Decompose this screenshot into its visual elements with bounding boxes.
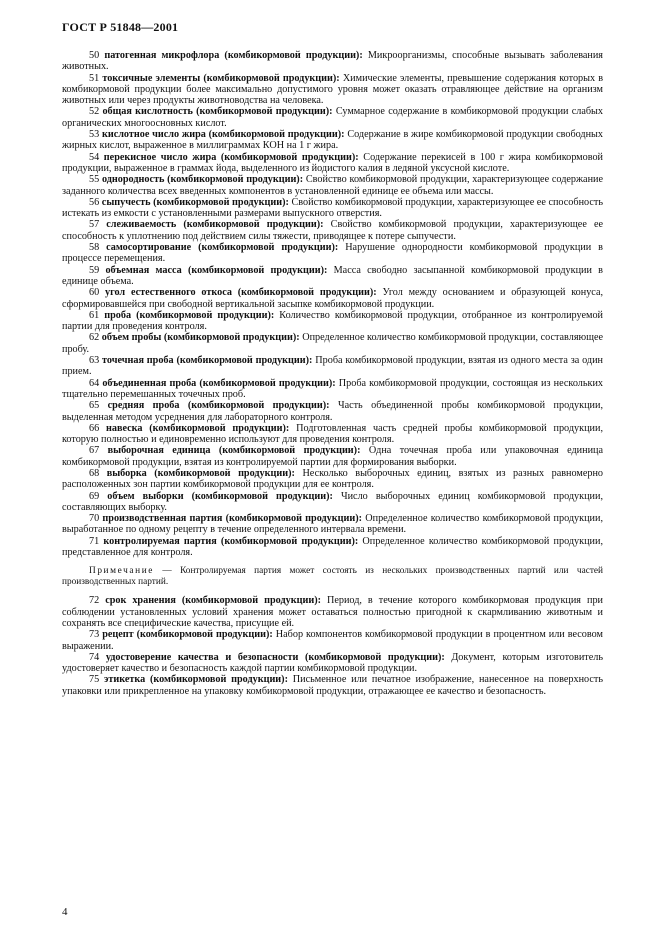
- definition-entry: [62, 468, 603, 491]
- entry-number: 75: [89, 674, 100, 686]
- entry-term: точечная проба (комбикормовой продукции):: [102, 355, 313, 367]
- definition-entry: [62, 629, 603, 652]
- entry-number: 67: [89, 445, 100, 457]
- definition-entry: [62, 265, 603, 288]
- entry-number: 52: [89, 106, 100, 118]
- entry-term: рецепт (комбикормовой продукции):: [102, 629, 273, 641]
- entry-term: объединенная проба (комбикормовой продукции):: [102, 377, 336, 389]
- entry-number: 53: [89, 129, 100, 141]
- entry-term: срок хранения (комбикормовой продукции):: [105, 595, 321, 607]
- entry-term: средняя проба (комбикормовой продукции):: [107, 400, 330, 412]
- definition-entry: [62, 73, 603, 107]
- entry-number: 57: [89, 219, 100, 231]
- entry-number: 60: [89, 287, 100, 299]
- definition-entry: [62, 152, 603, 175]
- definition-entry: [62, 536, 603, 559]
- definition-entry: [62, 445, 603, 468]
- definition-entry: [62, 378, 603, 401]
- entry-definition: Документ, которым изготовитель удостоверяет качество и безопасность каждой партии комбикормовой продукции.: [62, 651, 603, 675]
- definition-entry: [62, 129, 603, 152]
- definition-entry: [62, 242, 603, 265]
- entry-number: 61: [89, 309, 100, 321]
- definition-entry: [62, 423, 603, 446]
- entry-definition: Проба комбикормовой продукции, взятая из одного места за один прием.: [62, 355, 603, 378]
- entry-term: контролируемая партия (комбикормовой продукции):: [103, 535, 359, 547]
- entry-number: 63: [89, 355, 100, 367]
- entry-number: 59: [89, 264, 100, 276]
- entry-definition: Содержание в жире комбикормовой продукции свободных жирных кислот, выраженное в миллиграммах КОН на 1 г жира.: [62, 129, 603, 152]
- note: [62, 566, 603, 587]
- definition-entry: [62, 310, 603, 333]
- definition-entry: [62, 332, 603, 355]
- entry-definition: Свойство комбикормовой продукции, характеризующее ее способность истекать из емкости с установленными размерами выпускного отверстия.: [62, 196, 603, 220]
- entry-term: кислотное число жира (комбикормовой продукции):: [101, 129, 345, 141]
- entry-number: 65: [89, 400, 100, 412]
- entry-definition: Свойство комбикормовой продукции, характеризующее ее способность к уплотнению под действием силы тяжести, приводящее к потере сыпучести.: [62, 219, 603, 242]
- entry-term: выборочная единица (комбикормовой продукции):: [107, 445, 361, 457]
- definitions-list-continued: [62, 595, 603, 697]
- entry-definition: Период, в течение которого комбикормовая продукция при соблюдении установленных условий хранения может оставаться полностью пригодной к скармливанию животным и сохранять все специфические качества, присущие ей.: [62, 595, 603, 629]
- definition-entry: [62, 491, 603, 514]
- entry-definition: Микроорганизмы, способные вызывать заболевания животных.: [62, 50, 603, 73]
- entry-term: объем пробы (комбикормовой продукции):: [101, 332, 300, 344]
- entry-definition: Письменное или печатное изображение, нанесенное на поверхность упаковки или прикрепленное на упаковку комбикормовой продукции, отражающее ее качество и безопасность.: [62, 674, 603, 697]
- definition-entry: [62, 106, 603, 129]
- entry-number: 73: [89, 629, 100, 641]
- entry-definition: Подготовленная часть средней пробы комбикормовой продукции, которую полностью и единовременно используют для проведения контроля.: [62, 422, 603, 446]
- entry-term: угол естественного откоса (комбикормовой продукции):: [105, 287, 377, 299]
- definition-entry: [62, 674, 603, 697]
- entry-definition: Суммарное содержание в комбикормовой продукции слабых органических многоосновных кислот.: [62, 106, 603, 129]
- entry-definition: Часть объединенной пробы комбикормовой продукции, выделенная методом усреднения для лабораторного контроля.: [62, 400, 603, 423]
- entry-definition: Число выборочных единиц комбикормовой продукции, составляющих выборку.: [62, 490, 603, 513]
- entry-definition: Несколько выборочных единиц, взятых из разных равномерно расположенных зон партии комбикормовой продукции для ее контроля.: [62, 467, 603, 491]
- entry-number: 51: [89, 72, 100, 84]
- entry-term: производственная партия (комбикормовой продукции):: [102, 513, 363, 525]
- entry-number: 56: [89, 196, 100, 208]
- entry-number: 62: [89, 332, 100, 344]
- entry-definition: Набор компонентов комбикормовой продукции в процентном или весовом выражении.: [62, 629, 603, 652]
- entry-term: токсичные элементы (комбикормовой продукции):: [102, 72, 340, 84]
- entry-number: 69: [89, 490, 100, 502]
- definition-entry: [62, 595, 603, 629]
- entry-definition: Угол между основанием и образующей конуса, сформировавшейся при свободной вертикальной засыпке комбикормовой продукции.: [62, 287, 604, 310]
- entry-term: перекисное число жира (комбикормовой продукции):: [103, 151, 359, 163]
- definition-entry: [62, 400, 603, 423]
- entry-definition: Определенное количество комбикормовой продукции, составляющее пробу.: [62, 332, 604, 355]
- entry-number: 72: [89, 595, 100, 607]
- definition-entry: [62, 287, 603, 310]
- entry-number: 64: [89, 377, 100, 389]
- entry-number: 68: [89, 467, 100, 479]
- document-header: ГОСТ Р 51848—2001: [62, 20, 179, 34]
- definition-entry: [62, 513, 603, 536]
- entry-term: самосортирование (комбикормовой продукции):: [106, 242, 339, 254]
- entry-term: слеживаемость (комбикормовой продукции):: [106, 219, 324, 231]
- entry-number: 74: [89, 651, 100, 663]
- entry-number: 70: [89, 513, 100, 525]
- entry-definition: Проба комбикормовой продукции, состоящая из нескольких тщательно перемешанных точечных проб.: [62, 377, 604, 400]
- definition-entry: [62, 355, 603, 378]
- entry-term: удостоверение качества и безопасности (комбикормовой продукции):: [105, 651, 445, 663]
- entry-definition: Содержание перекисей в 100 г жира комбикормовой продукции, выраженное в граммах йода, выделенного из йодистого калия в ледяной уксусной кислоте.: [62, 151, 603, 174]
- entry-definition: Определенное количество комбикормовой продукции, представленное для контроля.: [62, 535, 604, 559]
- entry-term: этикетка (комбикормовой продукции):: [103, 674, 288, 686]
- entry-term: однородность (комбикормовой продукции):: [101, 174, 304, 186]
- entry-term: объемная масса (комбикормовой продукции):: [105, 264, 328, 276]
- entry-definition: Определенное количество комбикормовой продукции, выработанное по одному рецепту в течение определенного интервала времени.: [62, 513, 604, 536]
- entry-definition: Количество комбикормовой продукции, отобранное из контролируемой партии для проведения контроля.: [62, 309, 603, 333]
- entry-term: патогенная микрофлора (комбикормовой продукции):: [104, 50, 363, 61]
- entry-definition: Химические элементы, превышение содержания которых в комбикормовой продукции более максимально допустимого уровня может оказать отравляющее действие на организм животных или через продукты животноводства на человека.: [62, 72, 604, 107]
- entry-term: навеска (комбикормовой продукции):: [106, 422, 290, 434]
- entry-number: 55: [89, 174, 100, 186]
- entry-term: общая кислотность (комбикормовой продукции):: [102, 106, 333, 118]
- entry-definition: Свойство комбикормовой продукции, характеризующее содержание заданного количества всех введенных компонентов в установленной единице ее объема или массы.: [62, 174, 603, 197]
- definition-entry: [62, 652, 603, 675]
- page-number: 4: [62, 906, 68, 918]
- entry-number: 66: [89, 422, 100, 434]
- entry-term: проба (комбикормовой продукции):: [104, 309, 275, 321]
- definition-entry: [62, 174, 603, 197]
- definition-entry: [62, 197, 603, 220]
- definition-entry: [62, 219, 603, 242]
- entry-term: сыпучесть (комбикормовой продукции):: [101, 196, 289, 208]
- entry-number: 58: [89, 242, 100, 254]
- entry-definition: Масса свободно засыпанной комбикормовой продукции в единице объема.: [62, 264, 603, 287]
- entry-number: 54: [89, 151, 100, 163]
- entry-term: выборка (комбикормовой продукции):: [106, 467, 295, 479]
- definitions-list: [62, 50, 603, 558]
- note-text: — Контролируемая партия может состоять из нескольких производственных партий или частей производственных партий.: [62, 566, 603, 587]
- entry-term: объем выборки (комбикормовой продукции):: [107, 490, 333, 502]
- entry-number: 71: [89, 535, 100, 547]
- entry-definition: Одна точечная проба или упаковочная единица комбикормовой продукции, взятая из контролируемой партии для формирования выборки.: [62, 445, 604, 468]
- entry-number: 50: [89, 50, 100, 61]
- definition-entry: [62, 50, 603, 73]
- note-label: Примечание: [89, 566, 154, 577]
- entry-definition: Нарушение однородности комбикормовой продукции в процессе перемещения.: [62, 242, 603, 265]
